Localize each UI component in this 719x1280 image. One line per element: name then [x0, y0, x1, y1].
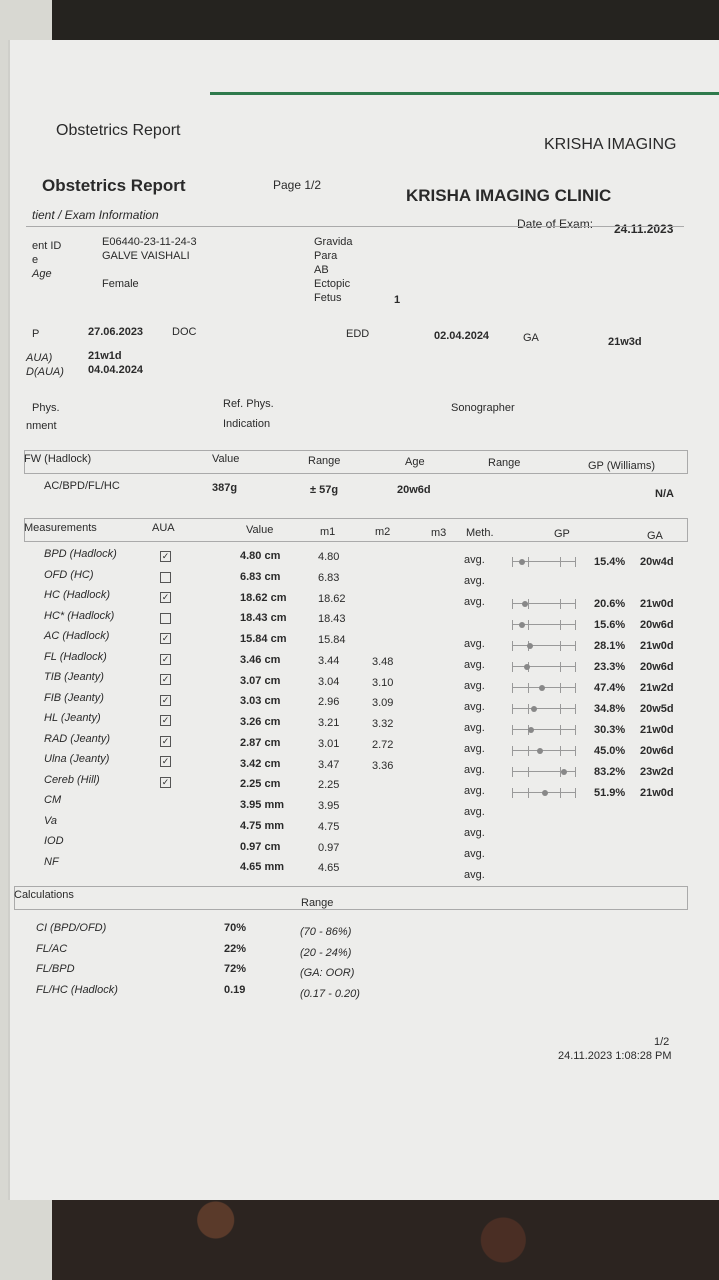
- measurement-value: 3.26 cm: [240, 716, 281, 728]
- m2-header: m2: [375, 526, 391, 538]
- measurement-m1: 2.25: [318, 779, 340, 792]
- measurement-ga: 21w0d: [640, 598, 674, 610]
- calculations-header-box: [14, 886, 688, 910]
- gp-marker: [519, 622, 525, 628]
- gp-percentile-bar: [512, 641, 576, 651]
- patient-name-value: GALVE VAISHALI: [102, 250, 190, 262]
- measurement-value: 2.87 cm: [240, 736, 281, 749]
- efw-age-header: Age: [405, 456, 425, 468]
- measurement-value: 15.84 cm: [240, 633, 287, 645]
- aua-checkbox: ✓: [161, 776, 170, 787]
- comment-label: nment: [26, 420, 57, 432]
- measurement-value: 4.65 mm: [240, 861, 285, 874]
- efw-method-header: FW (Hadlock): [24, 453, 92, 465]
- measurement-gp: 83.2%: [594, 766, 626, 778]
- edd-value: 02.04.2024: [434, 330, 490, 342]
- aua-checkbox: ✓: [161, 715, 170, 725]
- measurement-method: avg.: [464, 659, 485, 671]
- gp-marker: [519, 559, 525, 565]
- measurement-method: avg.: [464, 869, 485, 881]
- aua-checkbox: ✓: [161, 653, 170, 664]
- gp-percentile-bar: [512, 725, 576, 735]
- measurement-m2: 3.48: [372, 655, 394, 668]
- fetus-value: 1: [394, 294, 401, 306]
- measurement-value: 18.62 cm: [240, 591, 287, 604]
- gp-marker: [531, 706, 537, 712]
- sex-value: Female: [102, 278, 139, 290]
- page-number: Page 1/2: [273, 178, 322, 192]
- measurement-gp: 45.0%: [594, 745, 626, 757]
- gp-percentile-bar: [512, 557, 576, 567]
- gp-percentile-bar: [512, 767, 576, 777]
- calculations-header: Calculations: [14, 889, 74, 901]
- measurement-m1: 3.04: [318, 675, 340, 688]
- aua-checkbox: ✓: [161, 633, 170, 643]
- calc-range-header: Range: [301, 897, 334, 909]
- measurement-method: avg.: [464, 743, 485, 755]
- measurement-ga: 23w2d: [640, 766, 674, 778]
- fetus-label: Fetus: [314, 292, 342, 304]
- calc-range: (70 - 86%): [300, 926, 352, 938]
- measurement-m1: 18.43: [318, 613, 346, 626]
- value-header: Value: [246, 524, 274, 536]
- lmp-value: 27.06.2023: [88, 326, 144, 338]
- measurement-ga: 21w2d: [640, 682, 674, 694]
- footer-page: 1/2: [654, 1036, 670, 1048]
- edd-aua-value: 04.04.2024: [88, 364, 144, 376]
- measurement-ga: 20w6d: [640, 619, 674, 631]
- measurement-name: Ulna (Jeanty): [44, 753, 110, 765]
- ab-label: AB: [314, 264, 329, 276]
- calc-value: 70%: [224, 922, 247, 934]
- gp-percentile-bar: [512, 704, 576, 714]
- efw-value: 387g: [212, 482, 238, 494]
- measurement-ga: 20w4d: [640, 556, 674, 568]
- edd-aua-label: D(AUA): [26, 366, 64, 378]
- efw-value-header: Value: [212, 453, 240, 465]
- calc-value: 0.19: [224, 983, 246, 996]
- measurement-gp: 47.4%: [594, 682, 626, 694]
- measurement-m2: 3.32: [372, 718, 394, 730]
- report-page: [8, 40, 719, 1200]
- lmp-label: P: [32, 328, 40, 340]
- measurement-value: 3.03 cm: [240, 695, 281, 708]
- exam-info-rule: [26, 226, 684, 227]
- sonographer-label: Sonographer: [451, 402, 515, 414]
- measurement-method: avg.: [464, 680, 485, 692]
- measurement-m1: 15.84: [318, 634, 346, 646]
- measurement-name: FL (Hadlock): [44, 650, 107, 663]
- patient-name-label: e: [32, 254, 39, 266]
- gp-marker: [561, 769, 567, 775]
- measurement-method: avg.: [464, 848, 485, 860]
- measurement-m1: 18.62: [318, 592, 346, 605]
- efw-gp-header: GP (Williams): [588, 460, 656, 472]
- page-header-title: Obstetrics Report: [56, 122, 181, 139]
- aua-checkbox: ✓: [161, 551, 170, 561]
- measurement-gp: 20.6%: [594, 598, 626, 610]
- footer-timestamp: 24.11.2023 1:08:28 PM: [558, 1050, 672, 1062]
- measurement-name: AC (Hadlock): [44, 630, 110, 642]
- calc-name: FL/HC (Hadlock): [36, 983, 118, 996]
- aua-checkbox: ✓: [161, 735, 170, 746]
- measurement-m1: 3.21: [318, 717, 340, 729]
- gp-marker: [542, 790, 548, 796]
- exam-info-label: tient / Exam Information: [32, 208, 159, 222]
- aua-value: 21w1d: [88, 350, 122, 362]
- efw-method: AC/BPD/FL/HC: [44, 480, 120, 492]
- measurement-m1: 2.96: [318, 696, 340, 709]
- measurement-name: Cereb (Hill): [44, 773, 100, 786]
- measurement-m1: 3.47: [318, 758, 340, 771]
- measurement-m1: 6.83: [318, 571, 340, 584]
- ga-header: GA: [647, 530, 663, 542]
- measurement-method: avg.: [464, 701, 485, 713]
- measurement-value: 3.95 mm: [240, 799, 285, 811]
- measurement-method: avg.: [464, 638, 485, 650]
- measurement-m1: 4.80: [318, 551, 340, 563]
- measurement-value: 2.25 cm: [240, 778, 281, 791]
- calc-value: 22%: [224, 942, 247, 955]
- measurement-ga: 21w0d: [640, 787, 674, 799]
- indication-label: Indication: [223, 418, 271, 430]
- measurement-name: TIB (Jeanty): [44, 671, 104, 683]
- ga-value: 21w3d: [608, 336, 642, 348]
- efw-age-range-header: Range: [488, 457, 521, 469]
- measurement-name: HL (Jeanty): [44, 712, 101, 724]
- gp-percentile-bar: [512, 620, 576, 630]
- gp-marker: [537, 748, 543, 754]
- gp-percentile-bar: [512, 788, 576, 798]
- measurement-method: avg.: [464, 575, 485, 587]
- measurement-method: avg.: [464, 764, 485, 776]
- measurement-ga: 21w0d: [640, 724, 674, 736]
- para-label: Para: [314, 250, 338, 262]
- efw-range-header: Range: [308, 455, 341, 467]
- measurement-gp: 15.4%: [594, 556, 626, 568]
- measurement-gp: 28.1%: [594, 640, 626, 652]
- header-rule: [210, 92, 719, 95]
- ref-phys-label: Ref. Phys.: [223, 398, 274, 410]
- measurement-value: 6.83 cm: [240, 570, 281, 583]
- measurement-name: CM: [44, 794, 62, 806]
- edd-label: EDD: [346, 328, 370, 340]
- aua-checkbox: ✓: [161, 694, 170, 705]
- gp-percentile-bar: [512, 599, 576, 609]
- age-label: Age: [32, 268, 52, 280]
- efw-range: ± 57g: [310, 484, 339, 496]
- gravida-label: Gravida: [314, 236, 353, 248]
- clinic-name: KRISHA IMAGING CLINIC: [406, 186, 612, 205]
- measurement-ga: 21w0d: [640, 640, 674, 652]
- measurement-name: FIB (Jeanty): [44, 691, 104, 704]
- measurement-m1: 4.65: [318, 862, 340, 875]
- measurement-gp: 34.8%: [594, 703, 626, 715]
- measurement-value: 4.75 mm: [240, 819, 285, 832]
- gp-marker: [522, 601, 528, 607]
- measurement-gp: 15.6%: [594, 619, 626, 631]
- measurement-value: 3.42 cm: [240, 757, 281, 770]
- measurement-m2: 3.09: [372, 697, 394, 710]
- measurements-header: Measurements: [24, 522, 97, 534]
- measurement-gp: 30.3%: [594, 724, 626, 736]
- date-of-exam-value: 24.11.2023: [614, 222, 674, 236]
- measurement-m2: 2.72: [372, 738, 394, 751]
- measurement-name: HC (Hadlock): [44, 589, 111, 601]
- aua-header: AUA: [152, 522, 175, 534]
- calc-range: (0.17 - 0.20): [300, 987, 360, 1000]
- patient-id-label: ent ID: [32, 240, 62, 252]
- measurement-method: avg.: [464, 785, 485, 797]
- doc-label: DOC: [172, 326, 197, 338]
- efw-age: 20w6d: [397, 484, 431, 496]
- measurement-method: avg.: [464, 554, 485, 566]
- calc-value: 72%: [224, 963, 247, 975]
- calc-name: CI (BPD/OFD): [36, 922, 107, 934]
- measurement-ga: 20w6d: [640, 661, 674, 673]
- m3-header: m3: [431, 527, 447, 539]
- measurement-value: 18.43 cm: [240, 612, 287, 625]
- gp-percentile-bar: [512, 746, 576, 756]
- measurement-name: NF: [44, 855, 59, 868]
- measurement-name: RAD (Jeanty): [44, 732, 111, 745]
- measurement-value: 3.07 cm: [240, 674, 281, 687]
- date-of-exam-label: Date of Exam:: [517, 217, 594, 231]
- measurement-method: avg.: [464, 596, 485, 608]
- aua-checkbox: ✓: [161, 592, 170, 602]
- measurement-ga: 20w5d: [640, 703, 674, 715]
- gp-marker: [539, 685, 545, 691]
- gp-marker: [528, 727, 534, 733]
- aua-checkbox: ✓: [161, 756, 170, 766]
- aua-label: AUA): [26, 352, 53, 364]
- measurement-m1: 3.95: [318, 800, 340, 812]
- measurements-header-box: [24, 518, 688, 542]
- measurement-value: 3.46 cm: [240, 653, 281, 666]
- gp-marker: [527, 643, 533, 649]
- meth-header: Meth.: [466, 527, 494, 539]
- gp-percentile-bar: [512, 683, 576, 693]
- measurement-value: 0.97 cm: [240, 840, 281, 853]
- ectopic-label: Ectopic: [314, 278, 351, 290]
- gp-marker: [524, 664, 530, 670]
- measurement-name: HC* (Hadlock): [44, 609, 115, 622]
- measurement-name: BPD (Hadlock): [44, 548, 117, 560]
- m1-header: m1: [320, 526, 336, 538]
- measurement-ga: 20w6d: [640, 745, 674, 757]
- measurement-name: OFD (HC): [44, 568, 94, 581]
- ga-label: GA: [523, 332, 539, 344]
- calc-range: (20 - 24%): [300, 946, 352, 959]
- measurement-method: avg.: [464, 806, 485, 818]
- aua-checkbox: [160, 572, 171, 583]
- measurement-m1: 4.75: [318, 820, 340, 833]
- calc-name: FL/BPD: [36, 963, 75, 975]
- measurement-m2: 3.10: [372, 676, 394, 689]
- measurement-value: 4.80 cm: [240, 550, 281, 562]
- measurement-m1: 3.01: [318, 737, 340, 750]
- measurement-method: avg.: [464, 722, 485, 734]
- measurement-m1: 0.97: [318, 841, 340, 854]
- report-title: Obstetrics Report: [42, 176, 186, 195]
- aua-checkbox: [160, 613, 171, 624]
- efw-gp: N/A: [655, 488, 674, 500]
- measurement-gp: 23.3%: [594, 661, 626, 673]
- measurement-m2: 3.36: [372, 759, 394, 772]
- measurement-gp: 51.9%: [594, 787, 626, 799]
- calc-name: FL/AC: [36, 942, 68, 955]
- measurement-name: IOD: [44, 835, 64, 847]
- calc-range: (GA: OOR): [300, 967, 355, 979]
- gp-percentile-bar: [512, 662, 576, 672]
- gp-header: GP: [554, 528, 570, 540]
- page-header-clinic: KRISHA IMAGING: [544, 136, 677, 153]
- measurement-m1: 3.44: [318, 654, 340, 667]
- measurement-name: Va: [44, 814, 58, 827]
- phys-label: Phys.: [32, 402, 60, 414]
- patient-id-value: E06440-23-11-24-3: [102, 236, 197, 248]
- measurement-method: avg.: [464, 827, 485, 839]
- aua-checkbox: ✓: [161, 674, 170, 684]
